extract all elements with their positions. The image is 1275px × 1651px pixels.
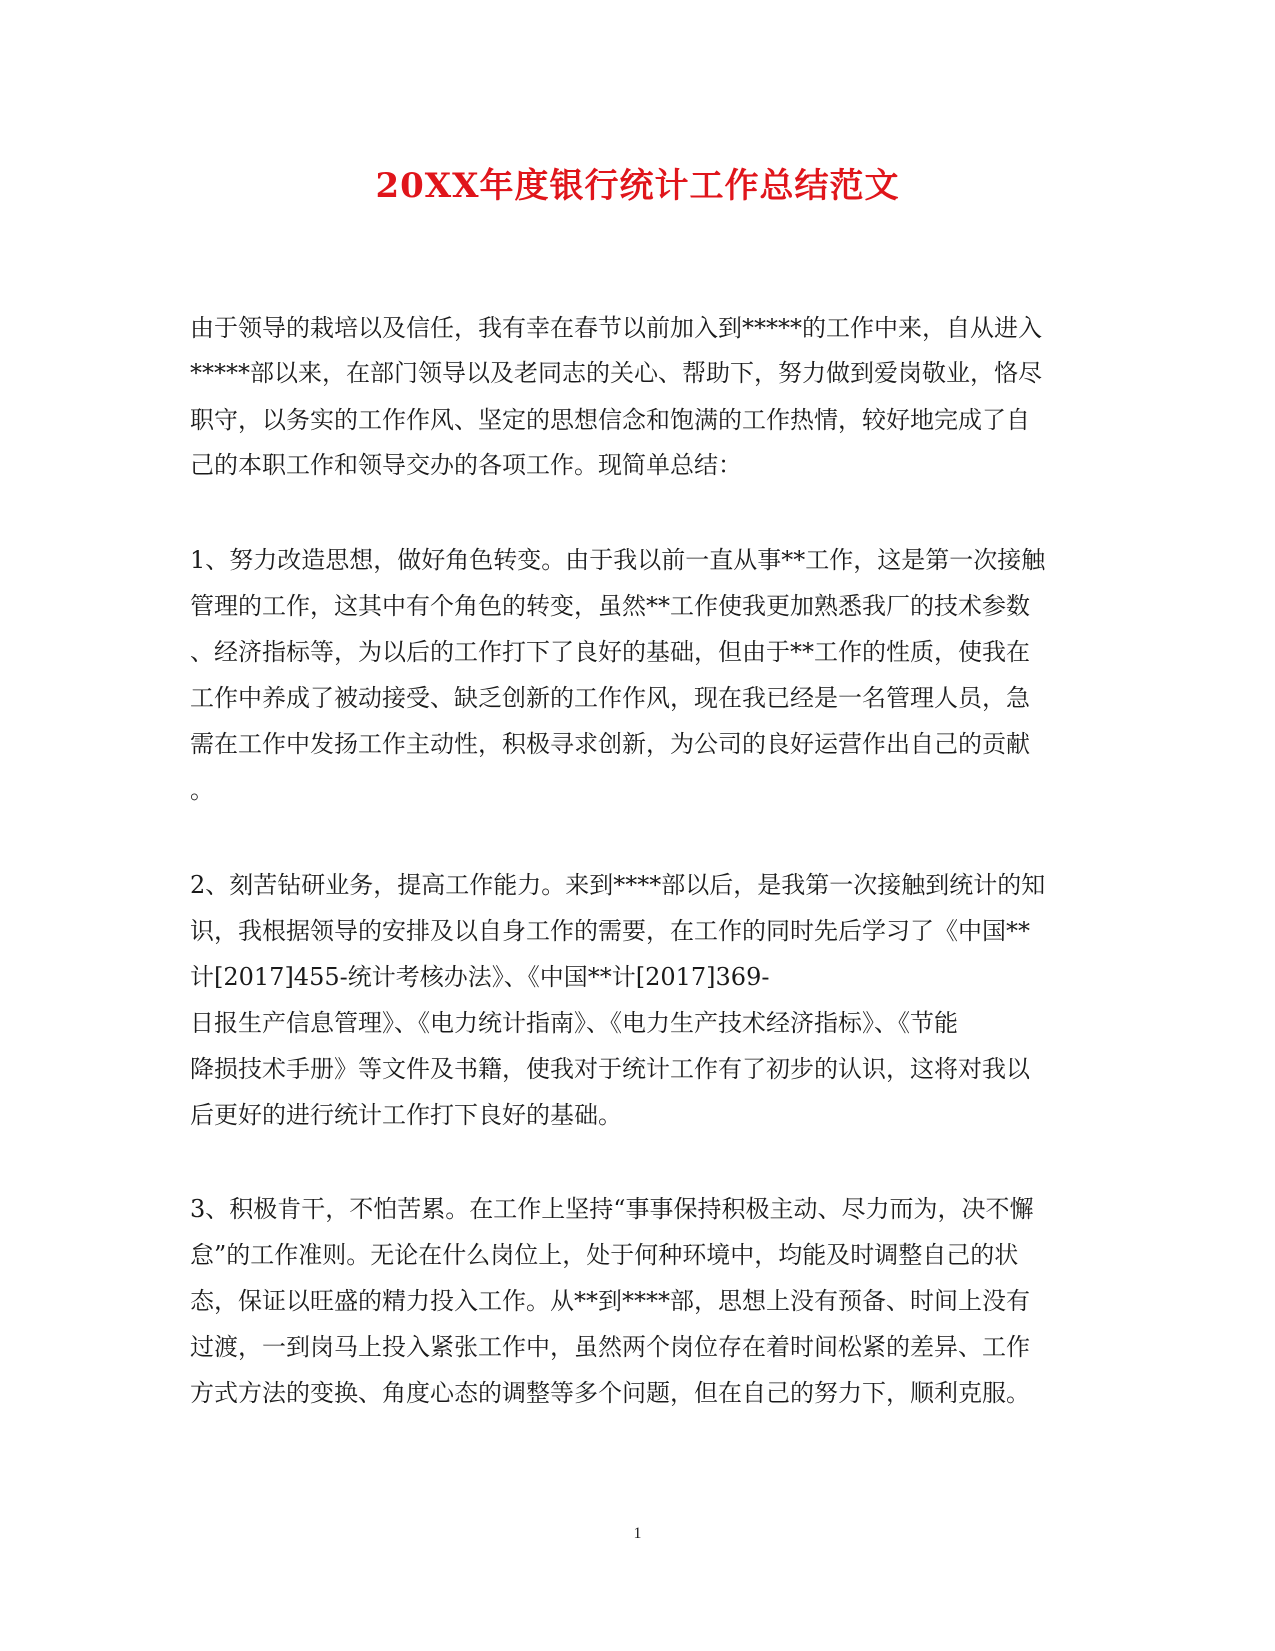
paragraph-2-line-6: 。 xyxy=(190,776,214,804)
paragraph-4-line-5: 方式方法的变换、角度心态的调整等多个问题，但在自己的努力下，顺利克服。 xyxy=(190,1379,1030,1407)
paragraph-1-line-2: *****部以来，在部门领导以及老同志的关心、帮助下，努力做到爱岗敬业，恪尽 xyxy=(190,359,1042,387)
paragraph-1-line-1: 由于领导的栽培以及信任，我有幸在春节以前加入到*****的工作中来，自从进入 xyxy=(190,314,1042,342)
paragraph-2-line-5: 需在工作中发扬工作主动性，积极寻求创新，为公司的良好运营作出自己的贡献 xyxy=(190,730,1030,758)
paragraph-3-line-2: 识，我根据领导的安排及以自身工作的需要，在工作的同时先后学习了《中国** xyxy=(190,917,1030,945)
paragraph-1-line-3: 职守，以务实的工作作风、坚定的思想信念和饱满的工作热情，较好地完成了自 xyxy=(190,406,1030,434)
paragraph-3-line-5: 降损技术手册》等文件及书籍，使我对于统计工作有了初步的认识，这将对我以 xyxy=(190,1055,1030,1083)
paragraph-4-line-2: 怠”的工作准则。无论在什么岗位上，处于何种环境中，均能及时调整自己的状 xyxy=(190,1241,1019,1269)
paragraph-1-line-4: 己的本职工作和领导交办的各项工作。现简单总结： xyxy=(190,451,742,479)
paragraph-4-line-4: 过渡，一到岗马上投入紧张工作中，虽然两个岗位存在着时间松紧的差异、工作 xyxy=(190,1333,1030,1361)
paragraph-4-line-3: 态，保证以旺盛的精力投入工作。从**到****部，思想上没有预备、时间上没有 xyxy=(190,1287,1030,1315)
paragraph-4-line-1: 3、积极肯干，不怕苦累。在工作上坚持“事事保持积极主动、尽力而为，决不懈 xyxy=(190,1195,1034,1223)
paragraph-3-line-6: 后更好的进行统计工作打下良好的基础。 xyxy=(190,1101,622,1129)
paragraph-3-line-3: 计[2017]455-统计考核办法》、《中国**计[2017]369- xyxy=(190,963,770,991)
paragraph-2-line-4: 工作中养成了被动接受、缺乏创新的工作作风，现在我已经是一名管理人员，急 xyxy=(190,684,1030,712)
page-number: 1 xyxy=(633,1525,642,1542)
paragraph-2-line-1: 1、努力改造思想，做好角色转变。由于我以前一直从事**工作，这是第一次接触 xyxy=(190,546,1046,574)
paragraph-2-line-2: 管理的工作，这其中有个角色的转变，虽然**工作使我更加熟悉我厂的技术参数 xyxy=(190,592,1030,620)
paragraph-2-line-3: 、经济指标等，为以后的工作打下了良好的基础，但由于**工作的性质，使我在 xyxy=(190,638,1030,666)
paragraph-3-line-1: 2、刻苦钻研业务，提高工作能力。来到****部以后，是我第一次接触到统计的知 xyxy=(190,871,1046,899)
paragraph-3-line-4: 日报生产信息管理》、《电力统计指南》、《电力生产技术经济指标》、《节能 xyxy=(190,1009,958,1037)
document-title: 20XX年度银行统计工作总结范文 xyxy=(375,166,900,206)
